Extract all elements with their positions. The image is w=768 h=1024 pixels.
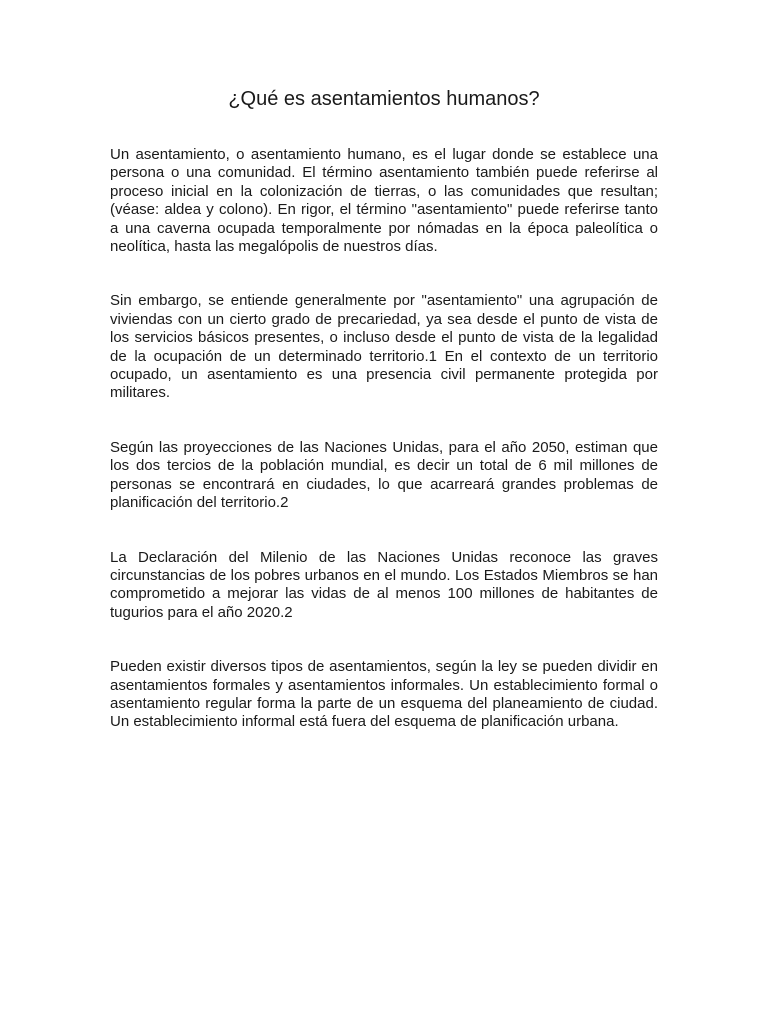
paragraph-proyecciones: Según las proyecciones de las Naciones Unidas, para el año 2050, estiman que los dos tercios de la población mundial, es decir un total de 6 mil millones de personas se encontrará en ciudades, lo que acarreará grandes problemas de planificación del territorio.2 [110, 438, 658, 512]
page-title: ¿Qué es asentamientos humanos? [228, 88, 540, 110]
paragraph-declaracion-milenio: La Declaración del Milenio de las Naciones Unidas reconoce las graves circunstancias de los pobres urbanos en el mundo. Los Estados Miembros se han comprometido a mejorar las vidas de al menos 100 millones de habitantes de tugurios para el año 2020.2 [110, 548, 658, 621]
paragraph-definition: Un asentamiento, o asentamiento humano, es el lugar donde se establece una persona o una comunidad. El término asentamiento también puede referirse al proceso inicial en la colonización de tierras, o las comunidades que resultan; (véase: aldea y colono). En rigor, el término "asentamiento" puede referirse tanto a una caverna ocupada temporalmente por nómadas en la época paleolítica o neolítica, hasta las megalópolis de nuestros días. [110, 146, 658, 256]
paragraph-tipos-asentamientos: Pueden existir diversos tipos de asentamientos, según la ley se pueden dividir en asentamientos formales y asentamientos informales. Un establecimiento formal o asentamiento regular forma la parte de un esquema del planeamiento de ciudad. Un establecimiento informal está fuera del esquema de planificación urbana. [110, 658, 658, 731]
paragraph-precariedad: Sin embargo, se entiende generalmente por "asentamiento" una agrupación de viviendas con un cierto grado de precariedad, ya sea desde el punto de vista de los servicios básicos presentes, o incluso desde el punto de vista de la legalidad de la ocupación de un determinado territorio.1 En el contexto de un territorio ocupado, un asentamiento es una presencia civil permanente protegida por militares. [110, 292, 658, 402]
